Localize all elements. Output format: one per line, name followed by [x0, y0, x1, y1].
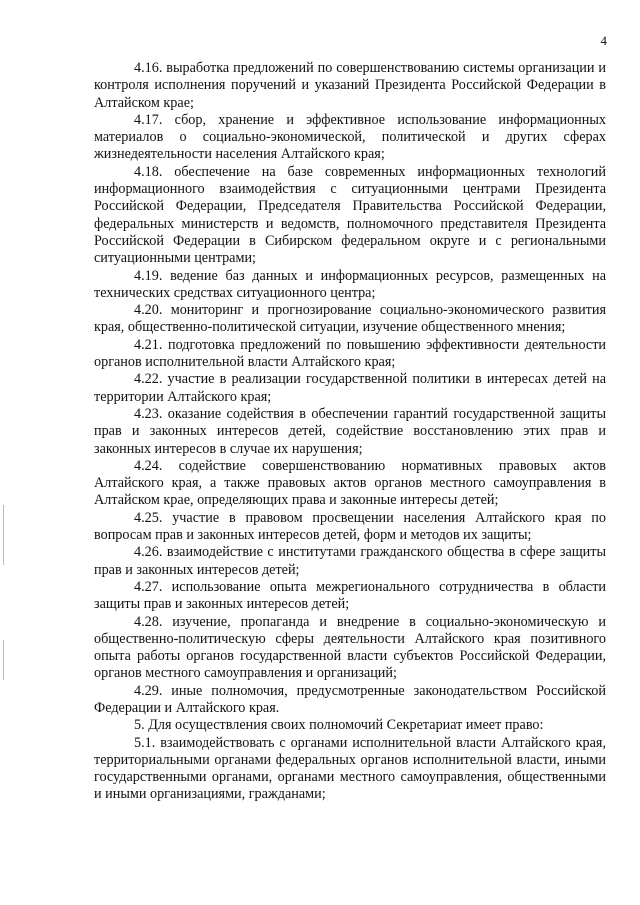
paragraph-4-23: 4.23. оказание содействия в обеспечении гарантий государственной защиты прав и законных интересов детей, содействие восстановлению этих прав и законных интересов в случае их нарушения;: [94, 405, 606, 457]
paragraph-4-16: 4.16. выработка предложений по совершенствованию системы организации и контроля исполнения поручений и указаний Президента Российской Федерации в Алтайском крае;: [94, 60, 606, 111]
paragraph-4-17: 4.17. сбор, хранение и эффективное использование информационных материалов о социально-экономической, политической и других сферах жизнедеятельности населения Алтайского края;: [94, 111, 606, 163]
paragraph-4-24: 4.24. содействие совершенствованию нормативных правовых актов Алтайского края, а также правовых актов органов местного самоуправления в Алтайском крае, определяющих права и законные интересы детей;: [94, 457, 606, 509]
paragraph-4-28: 4.28. изучение, пропаганда и внедрение в социально-экономическую и общественно-политическую сферы деятельности Алтайского края позитивного опыта работы органов государственной власти субъектов Российской Федерации, органов местного самоуправления и организаций;: [94, 613, 606, 682]
paragraph-4-22: 4.22. участие в реализации государственной политики в интересах детей на территории Алтайского края;: [94, 371, 606, 405]
paragraph-5-1: 5.1. взаимодействовать с органами исполнительной власти Алтайского края, территориальными органами федеральных органов исполнительной власти, иными государственными органами, органами местного самоуправления, общественными и иными организациями, гражданами;: [94, 734, 606, 803]
paragraph-4-21: 4.21. подготовка предложений по повышению эффективности деятельности органов исполнительной власти Алтайского края;: [94, 336, 606, 371]
paragraph-4-19: 4.19. ведение баз данных и информационных ресурсов, размещенных на технических средствах ситуационного центра;: [94, 267, 606, 301]
paragraph-5: 5. Для осуществления своих полномочий Секретариат имеет право:: [134, 717, 544, 734]
paragraph-4-18: 4.18. обеспечение на базе современных информационных технологий информационного взаимодействия с ситуационными центрами Президента Российской Федерации, Председателя Правительства Российской Федерации, федеральных министерств и ведомств, полномочного представителя Президента Российской Федерации в Сибирском федеральном округе и с региональными ситуационными центрами;: [94, 163, 606, 267]
paragraph-4-27: 4.27. использование опыта межрегионального сотрудничества в области защиты прав и законных интересов детей;: [94, 578, 606, 613]
paragraph-4-29: 4.29. иные полномочия, предусмотренные законодательством Российской Федерации и Алтайского края.: [94, 682, 606, 716]
page-number: 4: [600, 33, 607, 48]
paragraph-4-26: 4.26. взаимодействие с институтами гражданского общества в сфере защиты прав и законных интересов детей;: [94, 544, 606, 578]
scan-edge-mark: [3, 505, 4, 565]
paragraph-4-20: 4.20. мониторинг и прогнозирование социально-экономического развития края, общественно-политической ситуации, изучение общественного мнения;: [94, 302, 606, 336]
scan-edge-mark: [3, 640, 4, 680]
paragraph-4-25: 4.25. участие в правовом просвещении населения Алтайского края по вопросам прав и законных интересов детей, форм и методов их защиты;: [94, 509, 606, 544]
document-body: [94, 60, 606, 804]
